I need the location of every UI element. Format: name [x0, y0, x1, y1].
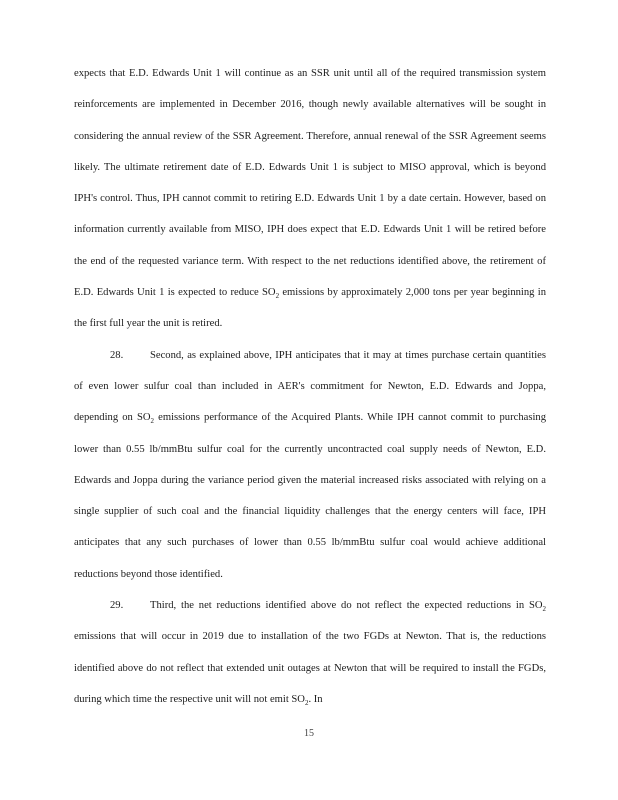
subscript: 2 [542, 605, 546, 614]
paragraph-29 [74, 590, 546, 715]
subscript: 2 [150, 417, 155, 426]
paragraph-text: Third, the net reductions identified above do not reflect the expected reductions in SO [150, 600, 543, 612]
paragraph-28 [74, 340, 546, 590]
document-body [74, 58, 546, 715]
paragraph-text: emissions that will occur in 2019 due to installation of the two FGDs at Newton. That is, the reductions identified above do not reflect that extended unit outages at Newton that will be required to install the FGDs, during which time the respective unit will not emit SO [74, 631, 546, 705]
paragraph-text: Second, as explained above, IPH anticipates that it may at times purchase certain quantities of even lower sulfur coal than included in AER's commitment for Newton, E.D. Edwards and Joppa, depending on SO [74, 349, 546, 424]
paragraph-text: . In [308, 693, 323, 705]
paragraph-text: emissions performance of the Acquired Plants. While IPH cannot commit to purchasing lower than 0.55 lb/mmBtu sulfur coal for the currently uncontracted coal supply needs of Newton, E.D. Edwards and Joppa during the variance period given the material increased risks associated with relying on a single supplier of such coal and the financial liquidity challenges that the energy centers will face, IPH anticipates that any such purchases of lower than 0.55 lb/mmBtu sulfur coal would achieve additional reductions beyond those identified. [74, 412, 546, 580]
paragraph-continued [74, 58, 546, 340]
paragraph-number: 29. [110, 600, 124, 612]
page-number: 15 [304, 728, 314, 739]
subscript: 2 [275, 292, 280, 301]
subscript: 2 [304, 699, 309, 708]
paragraph-text: expects that E.D. Edwards Unit 1 will continue as an SSR unit until all of the required transmission system reinforcements are implemented in December 2016, though newly available alternatives will be sought in considering the annual review of the SSR Agreement. Therefore, annual renewal of the SSR Agreement seems likely. The ultimate retirement date of E.D. Edwards Unit 1 is subject to MISO approval, which is beyond IPH's control. Thus, IPH cannot commit to retiring E.D. Edwards Unit 1 by a date certain. However, based on information currently available from MISO, IPH does expect that E.D. Edwards Unit 1 will be retired before the end of the requested variance term. With respect to the net reductions identified above, the retirement of E.D. Edwards Unit 1 is expected to reduce SO [74, 68, 546, 299]
paragraph-text: emissions by approximately 2,000 tons per year beginning in the first full year the unit is retired. [74, 287, 546, 330]
paragraph-number: 28. [110, 349, 124, 361]
